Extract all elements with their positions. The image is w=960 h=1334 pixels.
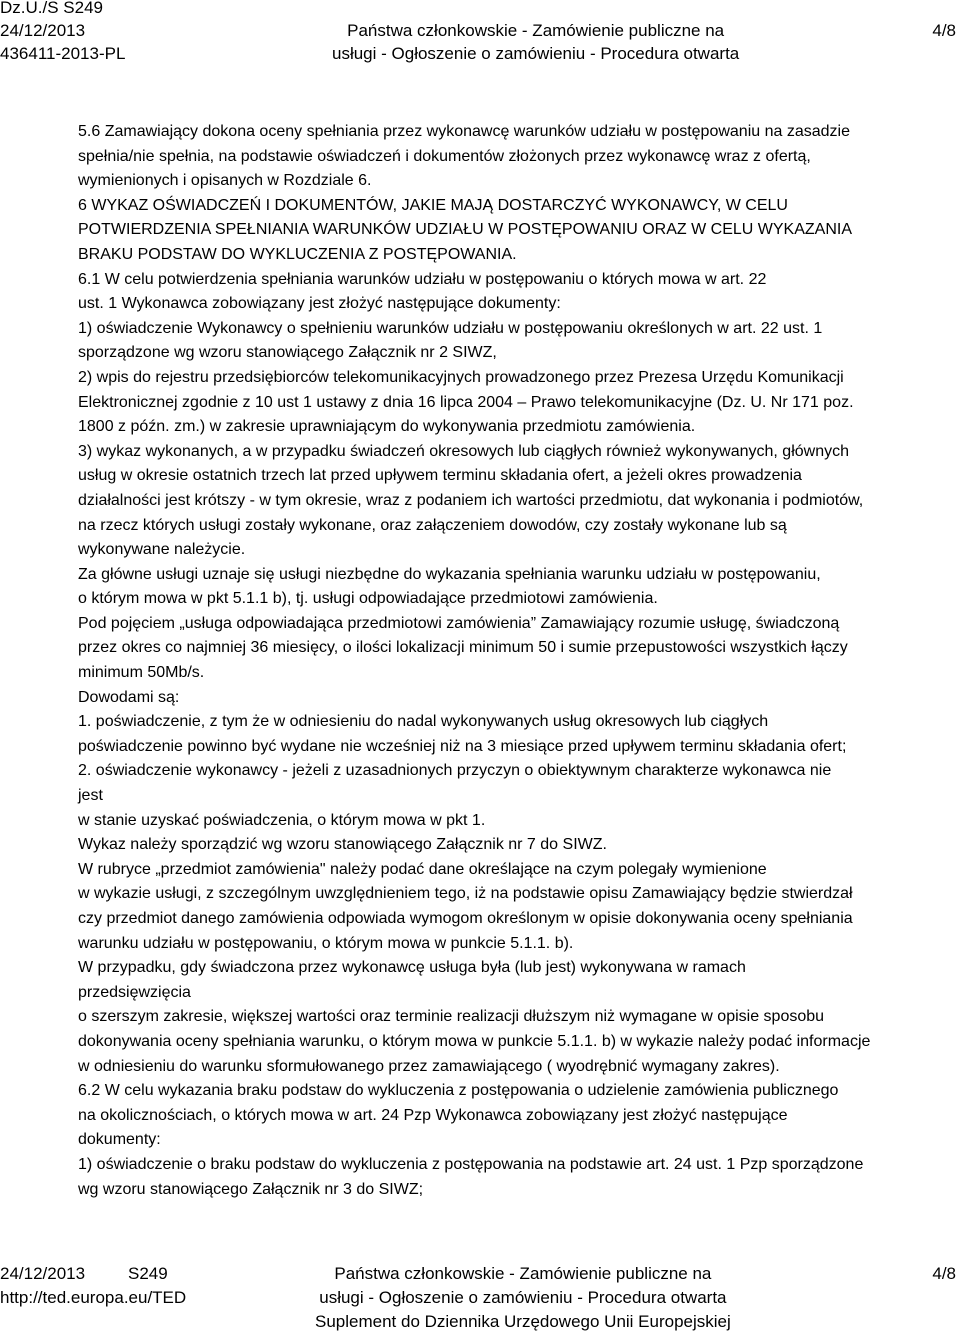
- text-line: warunku udziału w postępowaniu, o którym mowa w punkcie 5.1.1. b).: [78, 934, 574, 952]
- footer-issue: S249: [128, 1264, 168, 1283]
- text-line: POTWIERDZENIA SPEŁNIANIA WARUNKÓW UDZIAŁU W POSTĘPOWANIU ORAZ W CELU WYKAZANIA: [78, 221, 852, 239]
- text-line: 6.2 W celu wykazania braku podstaw do wykluczenia z postępowania o udzielenie zamówienia publicznego: [78, 1082, 839, 1100]
- text-line: Wykaz należy sporządzić wg wzoru stanowiącego Załącznik nr 7 do SIWZ.: [78, 836, 607, 854]
- text-line: 2. oświadczenie wykonawcy - jeżeli z uzasadnionych przyczyn o obiektywnym charakterze wykonawca nie: [78, 762, 832, 780]
- header-left-block: [0, 0, 125, 65]
- text-line: 1) oświadczenie Wykonawcy o spełnieniu warunków udziału w postępowaniu określonych w art. 22 ust. 1: [78, 319, 823, 337]
- header-title-line1: Państwa członkowskie - Zamówienie publiczne na: [347, 21, 725, 40]
- footer-date: 24/12/2013: [0, 1264, 86, 1283]
- text-line: przez okres co najmniej 36 miesięcy, o ilości lokalizacji minimum 50 i sumie przepustowości wszystkich łączy: [78, 639, 848, 657]
- text-line: wg wzoru stanowiącego Załącznik nr 3 do SIWZ;: [78, 1180, 424, 1198]
- footer-title-line3: Suplement do Dziennika Urzędowego Unii Europejskiej: [315, 1312, 731, 1331]
- text-line: usług w okresie ostatnich trzech lat przed upływem terminu składania ofert, a jeżeli okres prowadzenia: [78, 467, 802, 485]
- header-page-number: 4/8: [932, 21, 956, 40]
- text-line: spełnia/nie spełnia, na podstawie oświadczeń i dokumentów złożonych przez wykonawcę wraz z ofertą,: [78, 147, 811, 165]
- text-line: 1800 z późn. zm.) w zakresie uprawniającym do wykonywania przedmiotu zamówienia.: [78, 418, 696, 436]
- text-line: wykonywane należycie.: [78, 541, 246, 559]
- text-line: BRAKU PODSTAW DO WYKLUCZENIA Z POSTĘPOWANIA.: [78, 245, 517, 263]
- notice-id: 436411-2013-PL: [0, 44, 126, 63]
- text-line: 5.6 Zamawiający dokona oceny spełniania przez wykonawcę warunków udziału w postępowaniu na zasadzie: [78, 123, 850, 140]
- text-line: przedsięwzięcia: [78, 983, 191, 1001]
- text-line: sporządzone wg wzoru stanowiącego Załącznik nr 2 SIWZ,: [78, 344, 497, 362]
- text-line: poświadczenie powinno być wydane nie wcześniej niż na 3 miesiące przed upływem terminu składania ofert;: [78, 737, 847, 755]
- footer-url: http://ted.europa.eu/TED: [0, 1288, 187, 1307]
- text-line: ust. 1 Wykonawca zobowiązany jest złożyć następujące dokumenty:: [78, 295, 561, 313]
- text-line: W przypadku, gdy świadczona przez wykonawcę usługa była (lub jest) wykonywana w ramach: [78, 959, 746, 977]
- text-line: na okolicznościach, o których mowa w art. 24 Pzp Wykonawca zobowiązany jest złożyć następujące: [78, 1106, 788, 1124]
- text-line: dokonywania oceny spełniania warunku, o którym mowa w punkcie 5.1.1. b) w wykazie należy podać informacje: [78, 1032, 871, 1050]
- text-line: jest: [78, 787, 103, 805]
- text-line: w wykazie usługi, z szczególnym uwzględnieniem tego, iż na podstawie opisu Zamawiający będzie stwierdzał: [78, 885, 853, 903]
- text-line: w stanie uzyskać poświadczenia, o którym mowa w pkt 1.: [78, 811, 486, 829]
- text-line: Za główne usługi uznaje się usługi niezbędne do wykazania spełniania warunku udziału w postępowaniu,: [78, 565, 821, 583]
- text-line: minimum 50Mb/s.: [78, 664, 205, 682]
- document-body: [78, 120, 958, 1202]
- text-line: Elektronicznej zgodnie z 10 ust 1 ustawy z dnia 16 lipca 2004 – Prawo telekomunikacyjne (Dz. U. Nr 171 poz.: [78, 393, 854, 411]
- text-line: 3) wykaz wykonanych, a w przypadku świadczeń okresowych lub ciągłych również wykonywanych, głównych: [78, 442, 850, 460]
- text-line: o którym mowa w pkt 5.1.1 b), tj. usługi odpowiadające przedmiotowi zamówienia.: [78, 590, 658, 608]
- footer-page-number: 4/8: [932, 1264, 956, 1283]
- footer-title-line1: Państwa członkowskie - Zamówienie publiczne na: [334, 1264, 712, 1283]
- header-title-line2: usługi - Ogłoszenie o zamówieniu - Procedura otwarta: [332, 44, 740, 63]
- text-line: 2) wpis do rejestru przedsiębiorców telekomunikacyjnych prowadzonego przez Prezesa Urzędu Komunikacji: [78, 368, 844, 386]
- text-line: W rubryce „przedmiot zamówienia" należy podać dane określające na czym polegały wymienione: [78, 860, 767, 878]
- text-line: wymienionych i opisanych w Rozdziale 6.: [78, 172, 372, 190]
- text-line: Dowodami są:: [78, 688, 180, 706]
- footer-date-issue: [0, 1262, 186, 1286]
- text-line: 6.1 W celu potwierdzenia spełniania warunków udziału w postępowaniu o których mowa w art. 22: [78, 270, 767, 288]
- footer-title-line2: usługi - Ogłoszenie o zamówieniu - Procedura otwarta: [319, 1288, 727, 1307]
- text-line: 1. poświadczenie, z tym że w odniesieniu do nadal wykonywanych usług okresowych lub ciągłych: [78, 713, 769, 731]
- footer-title-block: [315, 1262, 731, 1334]
- text-line: na rzecz których usługi zostały wykonane, oraz załączeniem dowodów, czy zostały wykonane lub są: [78, 516, 787, 534]
- text-line: 6 WYKAZ OŚWIADCZEŃ I DOKUMENTÓW, JAKIE MAJĄ DOSTARCZYĆ WYKONAWCY, W CELU: [78, 196, 788, 214]
- text-line: Pod pojęciem „usługa odpowiadająca przedmiotowi zamówienia” Zamawiający rozumie usługę, świadczoną: [78, 614, 840, 632]
- text-line: dokumenty:: [78, 1131, 161, 1149]
- journal-reference: Dz.U./S S249: [0, 0, 103, 17]
- text-line: o szerszym zakresie, większej wartości oraz terminie realizacji dłuższym niż wymagane w opisie sposobu: [78, 1008, 825, 1026]
- text-line: 1) oświadczenie o braku podstaw do wykluczenia z postępowania na podstawie art. 24 ust. 1 Pzp sporządzone: [78, 1155, 864, 1173]
- text-line: działalności jest krótszy - w tym okresie, wraz z podaniem ich wartości przedmiotu, dat wykonania i podmiotów,: [78, 491, 864, 509]
- header-date: 24/12/2013: [0, 21, 86, 40]
- text-line: czy przedmiot danego zamówienia odpowiada wymogom określonym w opisie dokonywania oceny spełniania: [78, 910, 853, 927]
- text-line: w odniesieniu do warunku sformułowanego przez zamawiającego ( wyodrębnić wymagany zakres).: [78, 1057, 780, 1075]
- footer-left-block: [0, 1262, 186, 1310]
- header-title-block: [332, 19, 739, 65]
